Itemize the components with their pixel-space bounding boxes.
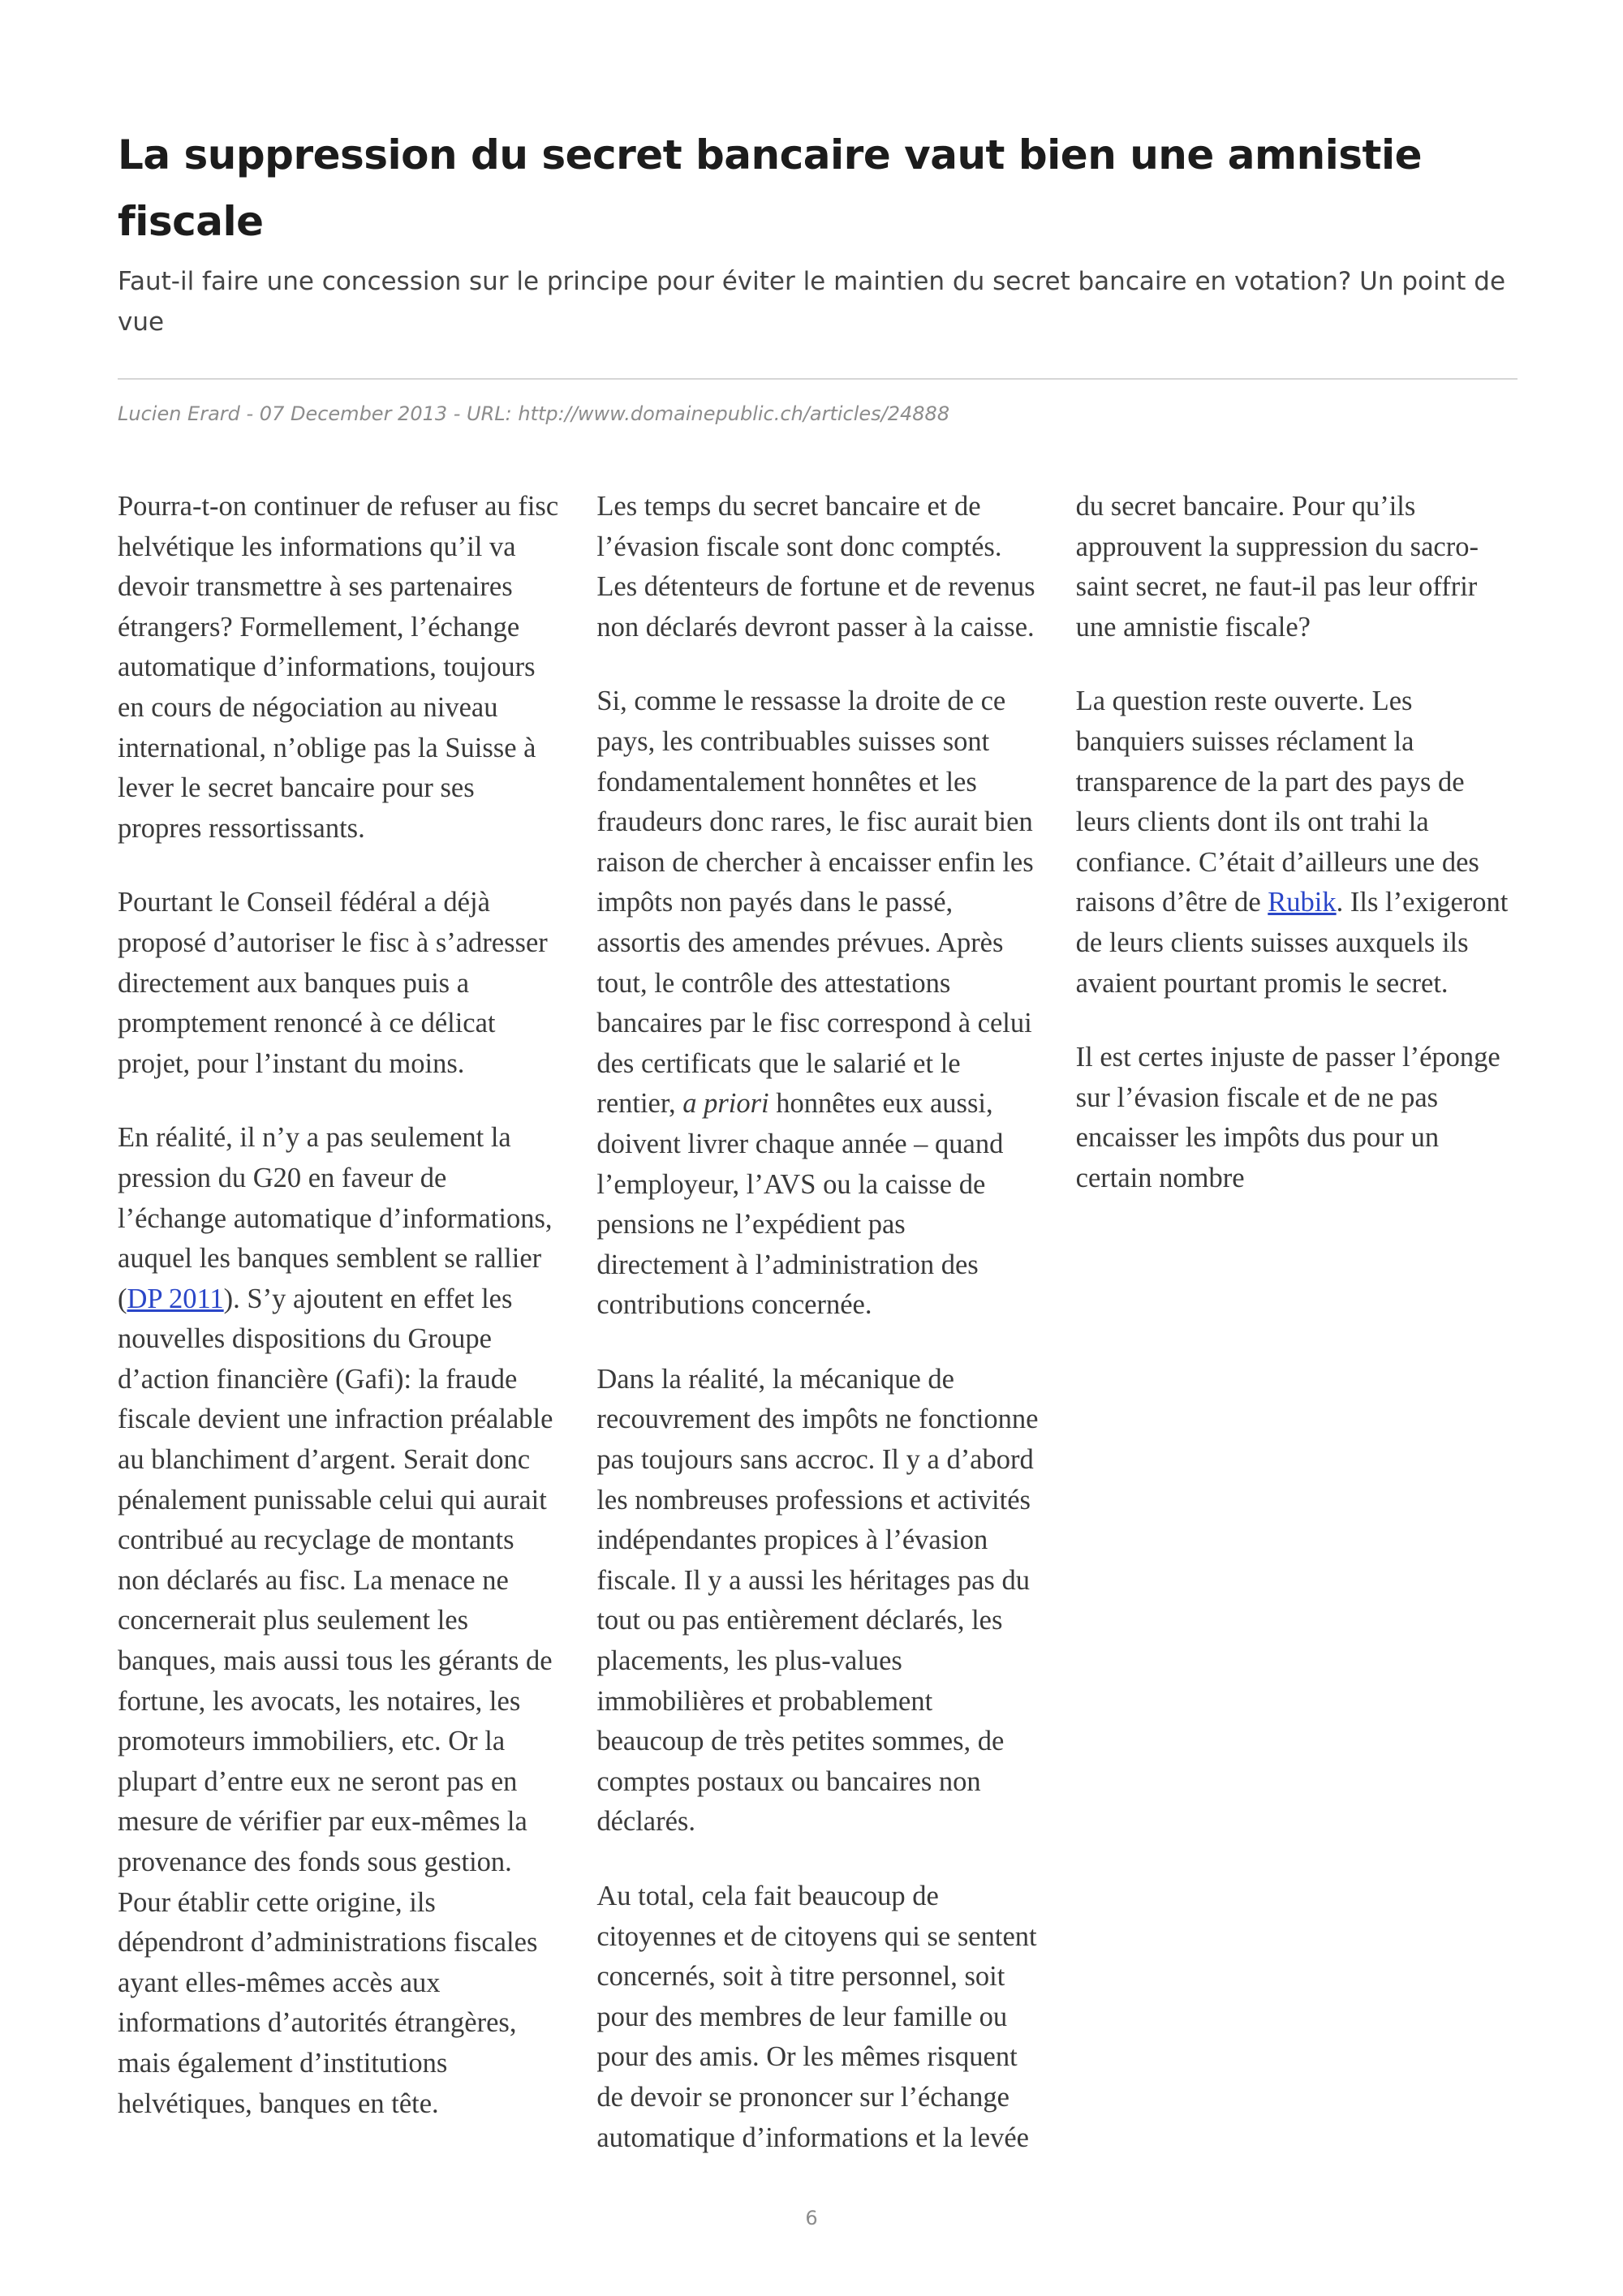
paragraph-5-text-end: honnêtes eux aussi, doivent livrer chaque année – quand l’employeur, l’AVS ou la caisse de pensions ne l’expédient pas directement à l’administration des contributions concernée. [596,1088,1004,1321]
paragraph-9: Il est certes injuste de passer l’éponge sur l’évasion fiscale et de ne pas encaisser les impôts dus pour un certain nombre [1075,1042,1500,1193]
paragraph-1: Pourra-t-on continuer de refuser au fisc helvétique les informations qu’il va devoir transmettre à ses partenaires étrangers? Formellement, l’échange automatique d’informations, toujours en cours de négociation au niveau international, n’oblige pas la Suisse à lever le secret bancaire pour ses propres ressortissants. [118,491,559,844]
paragraph-3 [118,1118,559,2124]
paragraph-5-text-start: Si, comme le ressasse la droite de ce pays, les contribuables suisses sont fondamentalement honnêtes et les fraudeurs donc rares, le fisc aurait bien raison de chercher à encaisser enfin les impôts non payés dans le passé, assortis des amendes prévues. Après tout, le contrôle des attestations bancaires par le fisc correspond à celui des certificats que le salarié et le rentier, [596,686,1034,1120]
page-number: 6 [805,2207,818,2229]
paragraph-3-text-end: ). S’y ajoutent en effet les nouvelles dispositions du Groupe d’action financière (Gafi): la fraude fiscale devient une infraction préalable au blanchiment d’argent. Serait donc pénalement punissable celui qui aurait contribué au recyclage de montants non déclarés au fisc. La menace ne concernerait plus seulement les banques, mais aussi tous les gérants de fortune, les avocats, les notaires, les promoteurs immobiliers, etc. Or la plupart d’entre eux ne seront pas en mesure de vérifier par eux-mêmes la provenance des fonds sous gestion. Pour établir cette origine, ils dépendront d’administrations fiscales ayant elles-mêmes accès aux informations d’autorités étrangères, mais également d’institutions helvétiques, banques en tête. [118,1283,553,2119]
article-subtitle: Faut-il faire une concession sur le principe pour éviter le maintien du secret bancaire en votation? Un point de vue [118,267,1506,337]
paragraph-8 [1076,681,1518,1004]
article-title: La suppression du secret bancaire vaut bien une amnistie fiscale [118,131,1423,245]
paragraph-5 [596,681,1038,1326]
paragraph-7: Au total, cela fait beaucoup de citoyennes et de citoyens qui se sentent concernés, soit à titre personnel, soit pour des membres de leur famille ou pour des amis. Or les mêmes risquent de devoir se prononcer sur l’échange automatique d’informations et la levée du secret bancaire. Pour qu’ils approuvent la suppression du sacro-saint secret, ne faut-il pas leur offrir une amnistie fiscale? [596,491,1479,2153]
paragraph-8-text-end: . Ils l’exigeront de leurs clients suisses auxquels ils avaient pourtant promis le secret. [1075,887,1509,999]
article-meta: Lucien Erard - 07 December 2013 - URL: http://www.domainepublic.ch/articles/24888 [118,402,950,425]
paragraph-8-text-start: La question reste ouverte. Les banquiers suisses réclament la transparence de la part des pays de leurs clients dont ils ont trahi la confiance. C’était d’ailleurs une des raisons d’être de [1075,686,1479,918]
rubik-link[interactable]: Rubik [1268,887,1337,918]
paragraph-4: Les temps du secret bancaire et de l’évasion fiscale sont donc comptés. Les détenteurs de fortune et de revenus non déclarés devront passer à la caisse. [596,491,1035,643]
article-body [118,487,1518,2166]
dp-2011-link[interactable]: DP 2011 [127,1283,224,1314]
paragraph-3-text-start: En réalité, il n’y a pas seulement la pression du G20 en faveur de l’échange automatique d’informations, auquel les banques semblent se rallier ( [118,1122,553,1314]
paragraph-2: Pourtant le Conseil fédéral a déjà proposé d’autoriser le fisc à s’adresser directement aux banques puis a promptement renoncé à ce délicat projet, pour l’instant du moins. [118,887,548,1079]
a-priori-emphasis: a priori [682,1088,769,1120]
paragraph-6: Dans la réalité, la mécanique de recouvrement des impôts ne fonctionne pas toujours sans accroc. Il y a d’abord les nombreuses professions et activités indépendantes propices à l’évasion fiscale. Il y a aussi les héritages pas du tout ou pas entièrement déclarés, les placements, les plus-values immobilières et probablement beaucoup de très petites sommes, de comptes postaux ou bancaires non déclarés. [596,1363,1039,1838]
header-divider [118,378,1518,380]
